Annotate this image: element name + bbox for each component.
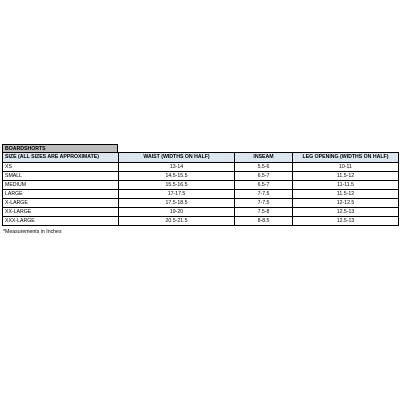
table-row xyxy=(3,190,399,199)
table-row xyxy=(3,163,399,172)
table-title: BOARDSHORTS xyxy=(2,144,118,152)
table-row xyxy=(3,217,399,226)
size-cell: SMALL xyxy=(3,172,119,181)
leg-opening-cell: 11-11.5 xyxy=(293,181,399,190)
table-row xyxy=(3,181,399,190)
leg-opening-cell: 11.5-12 xyxy=(293,190,399,199)
waist-cell: 17-17.5 xyxy=(119,190,235,199)
leg-opening-cell: 12-12.5 xyxy=(293,199,399,208)
size-cell: XS xyxy=(3,163,119,172)
inseam-cell: 7-7.5 xyxy=(235,199,293,208)
table-row xyxy=(3,172,399,181)
inseam-cell: 8-8.5 xyxy=(235,217,293,226)
header-leg-opening: LEG OPENING (WIDTHS ON HALF) xyxy=(293,153,399,163)
inseam-cell: 5.5-6 xyxy=(235,163,293,172)
leg-opening-cell: 12.5-13 xyxy=(293,217,399,226)
size-cell: XX-LARGE xyxy=(3,208,119,217)
leg-opening-cell: 10-11 xyxy=(293,163,399,172)
leg-opening-cell: 11.5-12 xyxy=(293,172,399,181)
waist-cell: 20.5-21.5 xyxy=(119,217,235,226)
waist-cell: 15.5-16.5 xyxy=(119,181,235,190)
inseam-cell: 6.5-7 xyxy=(235,172,293,181)
waist-cell: 13-14 xyxy=(119,163,235,172)
size-cell: X-LARGE xyxy=(3,199,119,208)
inseam-cell: 7.5-8 xyxy=(235,208,293,217)
header-waist: WAIST (WIDTHS ON HALF) xyxy=(119,153,235,163)
header-size: SIZE (ALL SIZES ARE APPROXIMATE) xyxy=(3,153,119,163)
size-cell: LARGE xyxy=(3,190,119,199)
table-row xyxy=(3,208,399,217)
waist-cell: 19-20 xyxy=(119,208,235,217)
header-row xyxy=(3,153,399,163)
waist-cell: 17.5-18.5 xyxy=(119,199,235,208)
header-inseam: INSEAM xyxy=(235,153,293,163)
size-chart xyxy=(2,144,398,235)
inseam-cell: 6.5-7 xyxy=(235,181,293,190)
inseam-cell: 7-7.5 xyxy=(235,190,293,199)
size-table xyxy=(2,152,399,226)
size-cell: MEDIUM xyxy=(3,181,119,190)
measurement-note: *Measurements in Inches xyxy=(3,229,62,235)
waist-cell: 14.5-15.5 xyxy=(119,172,235,181)
size-cell: XXX-LARGE xyxy=(3,217,119,226)
table-row xyxy=(3,199,399,208)
leg-opening-cell: 12.5-13 xyxy=(293,208,399,217)
